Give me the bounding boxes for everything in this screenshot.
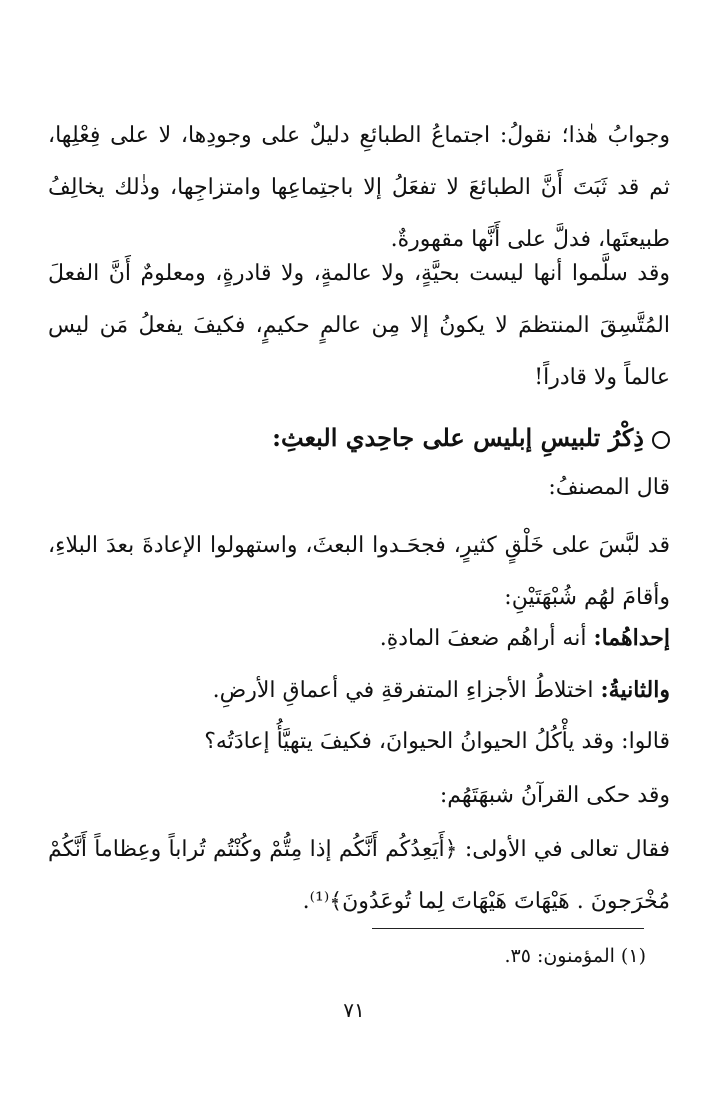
paragraph-verse-text: فقال تعالى في الأولى: ﴿أَيَعِدُكُم أَنَّكُم إذا مِتُّمْ وكُنْتُم تُراباً وعِظاماً أَنَّكُمْ مُخْرَجونَ . هَيْهَاتَ هَيْهَاتَ لِما تُوعَدُونَ﴾⁽¹⁾. [48,837,670,914]
first-doubt-line [48,612,670,665]
paragraph-reply-text: وجوابُ هٰذا؛ نقولُ: اجتماعُ الطبائعِ دليلٌ على وجودِها، لا على فِعْلِها، ثم قد ثَبَتَ أَنَّ الطبائعَ لا تفعَلُ إلا باجتِماعِها وامتزاجِها، وذٰلك يخالِفُ طبيعتَها، فدلَّ على أَنَّها مقهورةٌ. [48,123,670,252]
paragraph-nature-argument [48,248,670,404]
paragraph-deception [48,520,670,624]
section-heading [48,412,670,464]
section-heading-text: ذِكْرُ تلبيسِ إبليس على جاحِدي البعثِ: [272,423,644,452]
footnote [504,940,646,972]
footnote-text: (١) المؤمنون: ٣٥. [504,945,646,967]
page-number [0,996,708,1024]
second-doubt-line [48,664,670,717]
author-says-line [48,462,670,514]
first-doubt-lead: إحداهُما: [593,625,670,651]
they-said-text: قالوا: وقد يأْكُلُ الحيوانُ الحيوانَ، فكيفَ يتهيَّأُ إعادَتُه؟ [204,729,670,754]
first-doubt-text: أنه أراهُم ضعفَ المادةِ. [379,626,587,651]
paragraph-deception-text: قد لبَّسَ على خَلْقٍ كثيرٍ، فجحَـدوا البعثَ، واستهولوا الإعادةَ بعدَ البلاءِ، وأقامَ لهُم شُبْهَتَيْنِ: [48,533,670,610]
circle-bullet-icon [652,431,670,449]
second-doubt-text: اختلاطُ الأجزاءِ المتفرقةِ في أعماقِ الأرضِ. [212,678,594,703]
paragraph-nature-argument-text: وقد سلَّموا أنها ليست بحيَّةٍ، ولا عالمةٍ، ولا قادرةٍ، ومعلومٌ أَنَّ الفعلَ المُتَّسِقَ المنتظمَ لا يكونُ إلا مِن عالمٍ حكيمٍ، فكيفَ يفعلُ مَن ليس عالماً ولا قادراً! [48,261,670,390]
author-says-text: قال المصنفُ: [548,475,670,500]
paragraph-reply [48,110,670,266]
paragraph-verse [48,824,670,928]
second-doubt-lead: والثانيةُ: [600,677,670,703]
footnote-divider [372,928,644,929]
quran-related-text: وقد حكى القرآنُ شبهَتَهُم: [439,783,670,808]
they-said-line [48,716,670,768]
page-number-text: ٧١ [343,998,365,1022]
quran-related-line [48,770,670,822]
